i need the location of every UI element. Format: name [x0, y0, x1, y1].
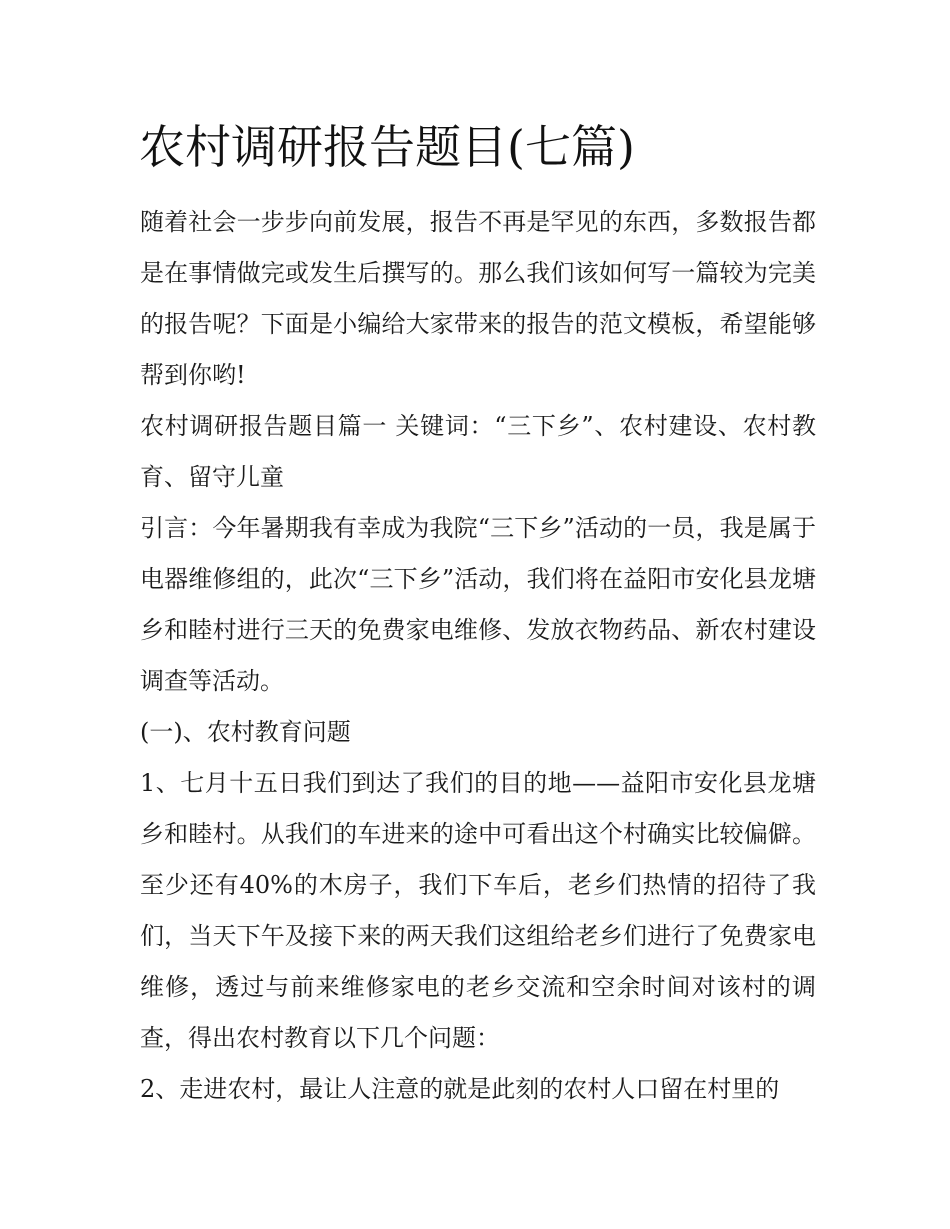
subsection-heading: (一)、农村教育问题: [140, 718, 351, 746]
document-title: 农村调研报告题目(七篇): [139, 120, 635, 174]
intro-paragraph: 随着社会一步步向前发展，报告不再是罕见的东西，多数报告都是在事情做完或发生后撰写的。那么我们该如何写一篇较为完美的报告呢？下面是小编给大家带来的报告的范文模板，希望能够帮到你哟!: [140, 208, 816, 389]
numbered-paragraph-1: 1、七月十五日我们到达了我们的目的地——益阳市安化县龙塘乡和睦村。从我们的车进来的途中可看出这个村确实比较偏僻。至少还有40%的木房子，我们下车后，老乡们热情的招待了我们，当天下午及接下来的两天我们这组给老乡们进行了免费家电维修，透过与前来维修家电的老乡交流和空余时间对该村的调查，得出农村教育以下几个问题：: [140, 769, 816, 1052]
preface-paragraph: 引言：今年暑期我有幸成为我院“三下乡”活动的一员，我是属于电器维修组的，此次“三下乡”活动，我们将在益阳市安化县龙塘乡和睦村进行三天的免费家电维修、发放衣物药品、新农村建设调查等活动。: [140, 514, 816, 695]
document-body: [140, 197, 816, 1115]
section-heading-keywords: 农村调研报告题目篇一 关键词：“三下乡”、农村建设、农村教育、留守儿童: [140, 412, 816, 491]
numbered-paragraph-2: 2、走进农村，最让人注意的就是此刻的农村人口留在村里的: [140, 1075, 780, 1103]
